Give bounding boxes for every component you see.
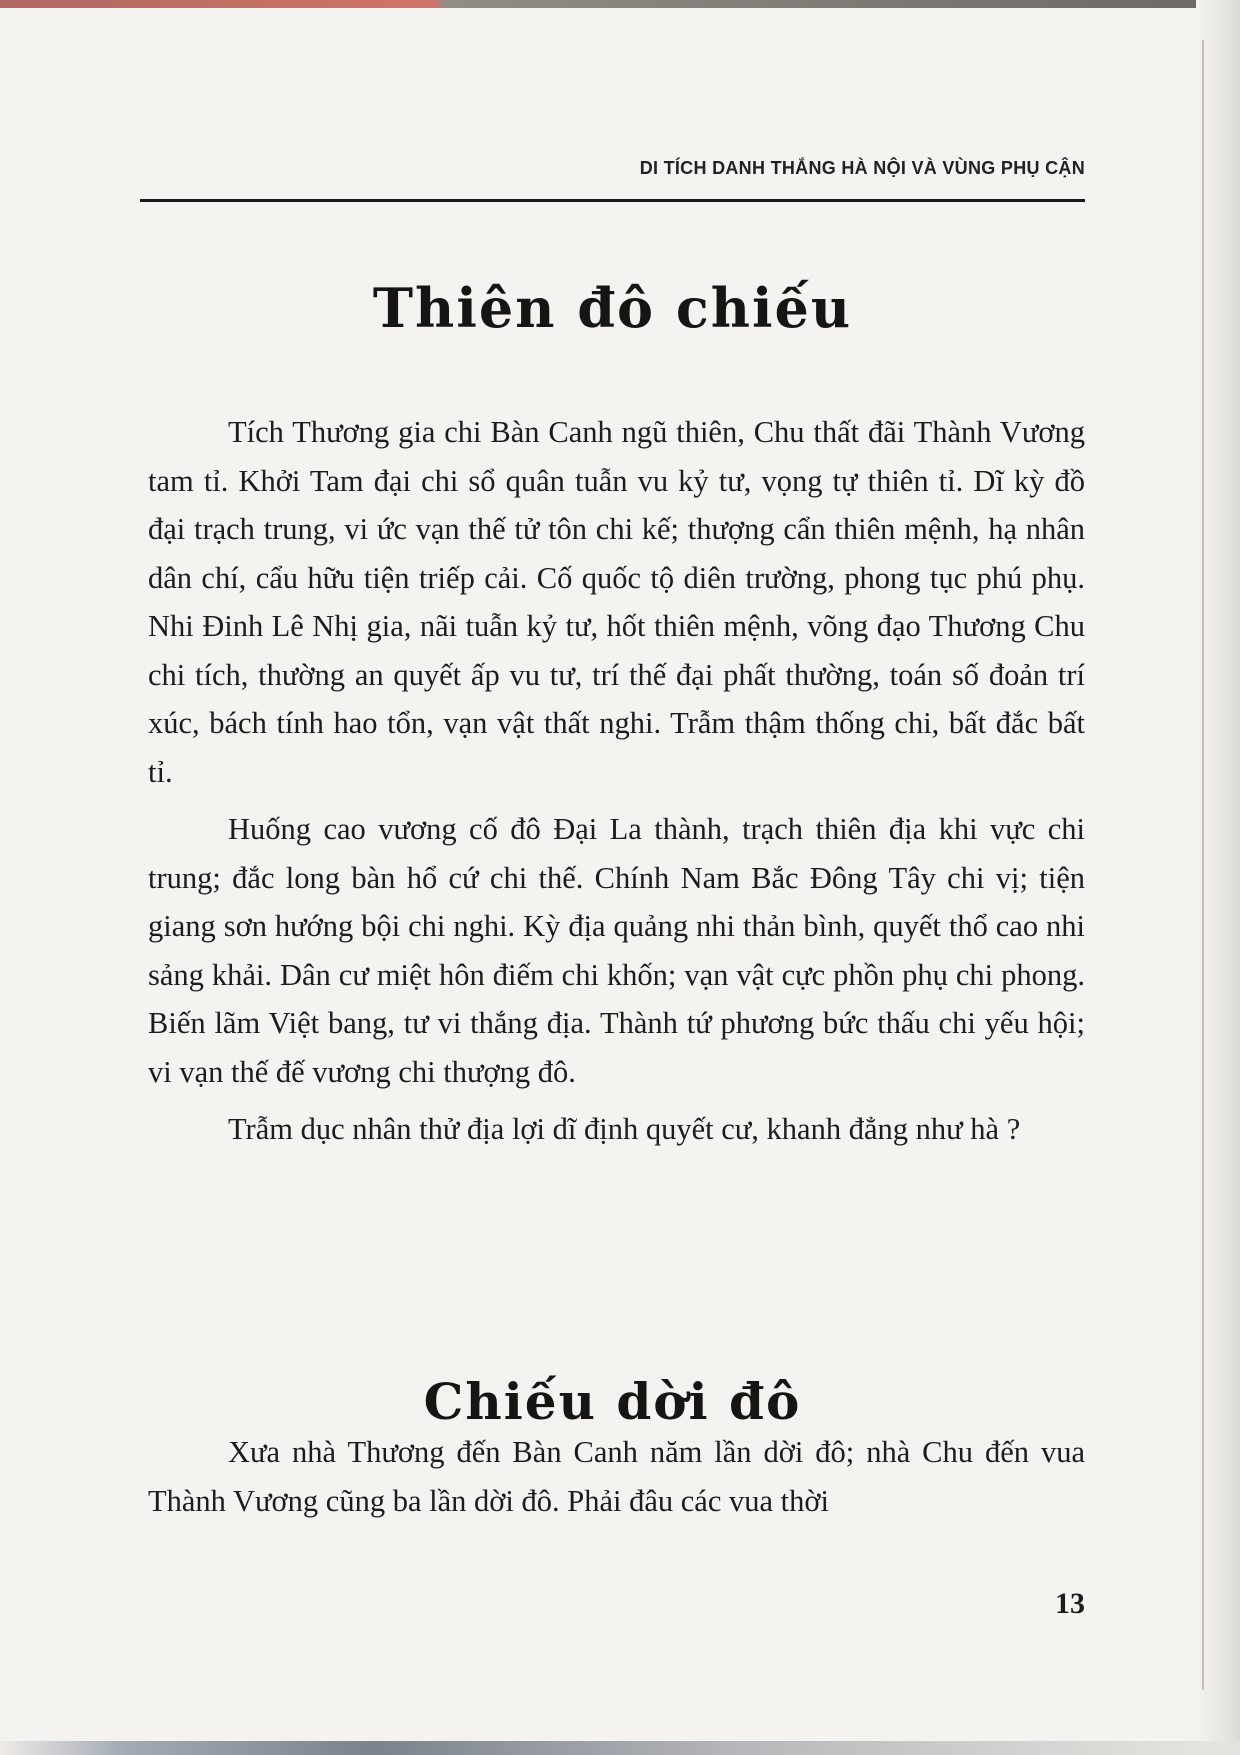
page-number: 13 xyxy=(1055,1587,1085,1620)
binding-shadow-line xyxy=(1202,40,1204,1690)
paragraph: Trẫm dục nhân thử địa lợi dĩ định quyết cư, khanh đẳng như hà ? xyxy=(228,1112,1021,1146)
section-title-thien-do-chieu: Thiên đô chiếu xyxy=(372,276,853,341)
section-body-chieu-doi-do xyxy=(148,1428,1085,1525)
paragraph: Xưa nhà Thương đến Bàn Canh năm lần dời đô; nhà Chu đến vua Thành Vương cũng ba lần dời đô. Phải đâu các vua thời xyxy=(148,1435,1085,1518)
section-body-thien-do-chieu xyxy=(148,408,1085,1154)
paragraph: Huống cao vương cố đô Đại La thành, trạch thiên địa khi vực chi trung; đắc long bàn hổ cứ chi thế. Chính Nam Bắc Đông Tây chi vị; tiện giang sơn hướng bội chi nghi. Kỳ địa quảng nhi thản bình, quyết thổ cao nhi sảng khải. Dân cư miệt hôn điếm chi khốn; vạn vật cực phồn phụ chi phong. Biến lãm Việt bang, tư vi thắng địa. Thành tứ phương bức thấu chi yếu hội; vi vạn thế đế vương chi thượng đô. xyxy=(148,812,1085,1089)
header-rule xyxy=(140,199,1085,202)
page-top-edge xyxy=(0,0,1240,8)
page-bottom-edge xyxy=(0,1741,1240,1755)
paragraph: Tích Thương gia chi Bàn Canh ngũ thiên, Chu thất đãi Thành Vương tam tỉ. Khởi Tam đại chi sổ quân tuẫn vu kỷ tư, vọng tự thiên tỉ. Dĩ kỳ đồ đại trạch trung, vi ức vạn thế tử tôn chi kế; thượng cẩn thiên mệnh, hạ nhân dân chí, cẩu hữu tiện triếp cải. Cố quốc tộ diên trường, phong tục phú phụ. Nhi Đinh Lê Nhị gia, nãi tuẫn kỷ tư, hốt thiên mệnh, võng đạo Thương Chu chi tích, thường an quyết ấp vu tư, trí thế đại phất thường, toán số đoản trí xúc, bách tính hao tổn, vạn vật thất nghi. Trẫm thậm thống chi, bất đắc bất tỉ. xyxy=(148,415,1085,789)
section-title-chieu-doi-do: Chiếu dời đô xyxy=(423,1371,802,1431)
running-header: DI TÍCH DANH THẮNG HÀ NỘI VÀ VÙNG PHỤ CẬN xyxy=(639,158,1085,178)
